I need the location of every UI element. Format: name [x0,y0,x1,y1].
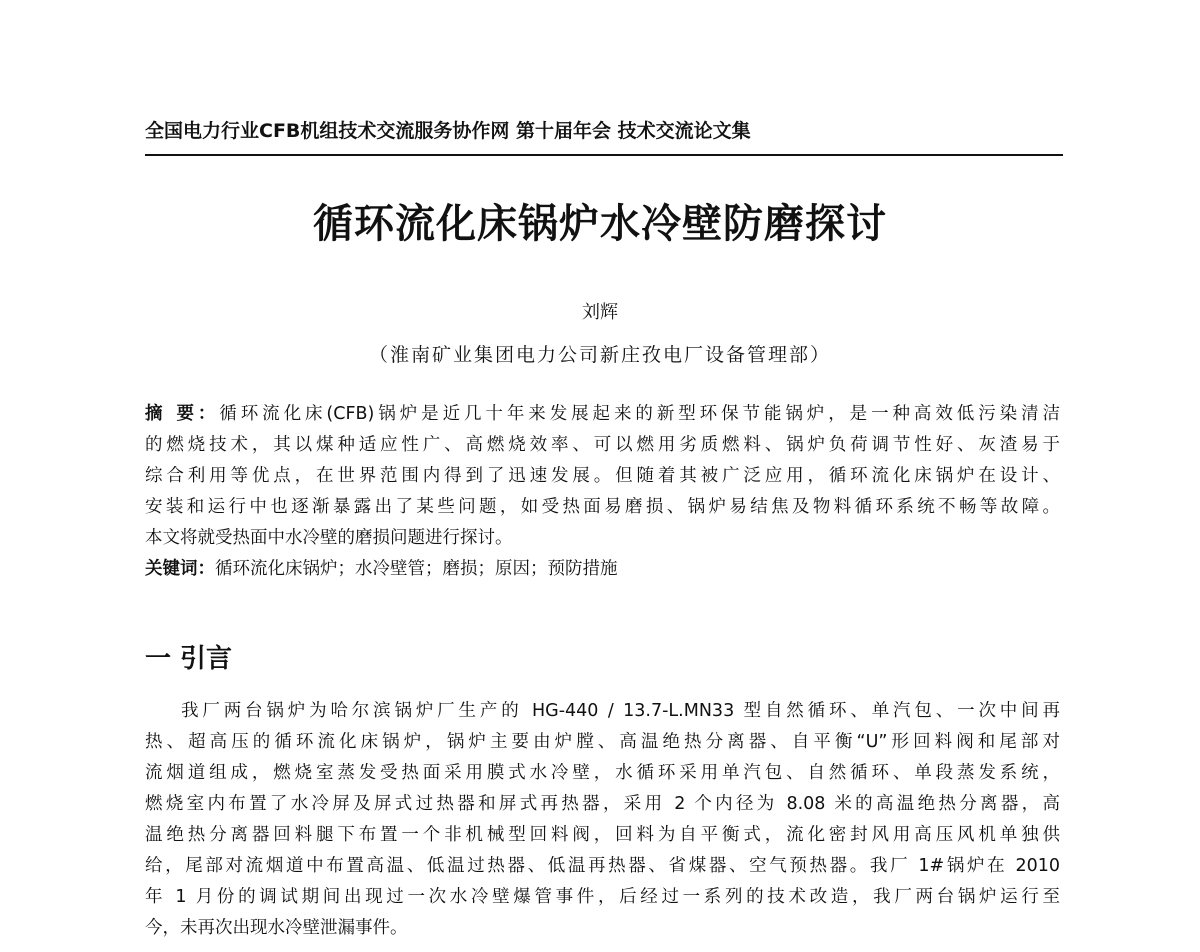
abstract-line: 本文将就受热面中水冷壁的磨损问题进行探讨。 [145,528,513,548]
body-line: 给，尾部对流烟道中布置高温、低温过热器、低温再热器、省煤器、空气预热器。我厂 1#锅炉在 2010 [145,856,1060,876]
running-header: 全国电力行业CFB机组技术交流服务协作网 第十届年会 技术交流论文集 [145,120,751,142]
affiliation: （淮南矿业集团电力公司新庄孜电厂设备管理部） [368,344,831,366]
keywords-label: 关键词： [145,559,215,579]
body-line: 今，未再次出现水冷壁泄漏事件。 [145,918,408,938]
abstract-line: 综合利用等优点，在世界范围内得到了迅速发展。但随着其被广泛应用，循环流化床锅炉在设计、 [145,466,1060,486]
body-line: 年 1 月份的调试期间出现过一次水冷壁爆管事件，后经过一系列的技术改造，我厂两台锅炉运行至 [145,887,1060,907]
body-line: 流烟道组成，燃烧室蒸发受热面采用膜式水冷壁，水循环采用单汽包、自然循环、单段蒸发系统， [145,763,1060,783]
paper-title: 循环流化床锅炉水冷壁防磨探讨 [313,201,887,247]
body-line: 燃烧室内布置了水冷屏及屏式过热器和屏式再热器，采用 2 个内径为 8.08 米的高温绝热分离器，高 [145,794,1060,814]
author: 刘辉 [582,302,618,323]
abstract [145,399,1060,585]
abstract-label: 摘 要： [145,404,220,424]
body-paragraph [145,696,1060,944]
abstract-line: 摘 要：循环流化床(CFB)锅炉是近几十年来发展起来的新型环保节能锅炉，是一种高效低污染清洁 [145,404,1060,424]
body-line: 热、超高压的循环流化床锅炉，锅炉主要由炉膛、高温绝热分离器、自平衡“U”形回料阀和尾部对 [145,732,1060,752]
header-rule [145,154,1063,156]
abstract-line: 的燃烧技术，其以煤种适应性广、高燃烧效率、可以燃用劣质燃料、锅炉负荷调节性好、灰渣易于 [145,435,1060,455]
section-heading: 一 引言 [145,644,233,674]
keywords: 关键词：循环流化床锅炉；水冷壁管；磨损；原因；预防措施 [145,559,618,579]
abstract-line: 安装和运行中也逐渐暴露出了某些问题，如受热面易磨损、锅炉易结焦及物料循环系统不畅等故障。 [145,497,1060,517]
body-line: 我厂两台锅炉为哈尔滨锅炉厂生产的 HG-440 / 13.7-L.MN33 型自然循环、单汽包、一次中间再 [181,701,1060,721]
body-line: 温绝热分离器回料腿下布置一个非机械型回料阀，回料为自平衡式，流化密封风用高压风机单独供 [145,825,1060,845]
